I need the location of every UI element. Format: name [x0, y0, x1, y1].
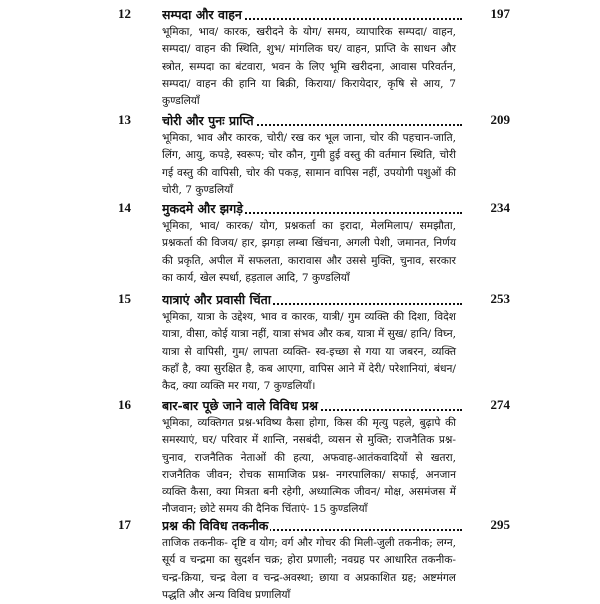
chapter-title-text: बार-बार पूछे जाने वाले विविध प्रश्न — [162, 398, 318, 413]
chapter-title-text: यात्राएं और प्रवासी चिंता — [162, 292, 272, 307]
chapter-title — [162, 517, 462, 534]
chapter-description: भूमिका, यात्रा के उद्देश्य, भाव व कारक, यात्री/ गुम व्यक्ति की दिशा, विदेश यात्रा, वीसा, कोई यात्रा नहीं, यात्रा संभव और कब, यात्रा में सुख/ हानि/ विघ्न, यात्रा से वापिसी, गुम/ लापता व्यक्ति- स्व-इच्छा से गया या जबरन, व्यक्ति कहाँ है, क्या सुरक्षित है, कब आएगा, वापिस आने में देरी/ परेशानियां, बंधन/ कैद, क्या व्यक्ति मर गया, 7 कुण्डलियाँ। — [162, 311, 456, 393]
chapter-description: भूमिका, व्यक्तिगत प्रश्न-भविष्य कैसा होगा, किस की मृत्यु पहले, बुढ़ापे की समस्याएं, घर/ परिवार में शान्ति, नसबंदी, व्यसन से मुक्ति; राजनैतिक प्रश्न- चुनाव, राजनैतिक नेताओं की हत्या, अफवाह-आतंकवादियों से खतरा, राजनैतिक जीवन; रोचक सामाजिक प्रश्न- नगरपालिका/ सफाई, अनजान व्यक्ति कैसा, क्या मित्रता बनी रहेगी, अध्यात्मिक जीवन/ मोक्ष, असमंजस में नौजवान; छोटे समय की दैनिक चिंताएं- 15 कुण्डलियाँ — [162, 417, 456, 516]
chapter-description: ताजिक तकनीक- दृष्टि व योग; वर्ग और गोचर की मिली-जुली तकनीक; लग्न, सूर्य व चन्द्रमा का सुदर्शन चक्र; होरा प्रणाली; नवग्रह पर आधारित तकनीक- चन्द्र-क्रिया, चन्द्र वेला व चन्द्र-अवस्था; छाया व अप्रकाशित ग्रह; अष्टमंगल पद्धति और अन्य विविध प्रणालियाँ — [162, 537, 456, 601]
chapter-title — [162, 291, 462, 308]
chapter-page-number: 234 — [490, 200, 510, 215]
chapter-description: भूमिका, भाव और कारक, चोरी/ रख कर भूल जाना, चोर की पहचान-जाति, लिंग, आयु, कपड़े, स्वरूप; चोर कौन, गुमी हुई वस्तु की वर्तमान स्थिति, चोरी गई वस्तु की वापिसी, चोर की पकड़, सामान वापिस नहीं, उपयोगी पशुओं की चोरी, 7 कुण्डलियाँ — [162, 132, 456, 196]
chapter-page-number: 209 — [490, 112, 510, 127]
chapter-number: 16 — [118, 397, 131, 412]
chapter-page-number: 295 — [490, 517, 510, 532]
chapter-title-text: मुकदमे और झगड़े — [162, 201, 243, 216]
chapter-page-number: 197 — [490, 6, 510, 21]
chapter-title-text: सम्पदा और वाहन — [162, 7, 242, 22]
chapter-title-text: प्रश्न की विविध तकनीक — [162, 518, 269, 533]
chapter-description: भूमिका, भाव/ कारक/ योग, प्रश्नकर्ता का इरादा, मेलमिलाप/ समझौता, प्रश्नकर्ता की विजय/ हार, झगड़ा लम्बा खिंचना, अगली पेशी, जमानत, निर्णय की प्रकृति, अपील में सफलता, कारावास और उससे मुक्ति, चुनाव, सरकार का कार्य, खेल स्पर्धा, हड़ताल आदि, 7 कुण्डलियाँ — [162, 220, 456, 284]
chapter-number: 13 — [118, 112, 131, 127]
chapter-number: 12 — [118, 6, 131, 21]
chapter-page-number: 274 — [490, 397, 510, 412]
chapter-title — [162, 6, 462, 23]
chapter-title-text: चोरी और पुनः प्राप्ति — [162, 113, 254, 128]
chapter-number: 17 — [118, 517, 131, 532]
chapter-number: 14 — [118, 200, 131, 215]
chapter-title — [162, 200, 462, 217]
chapter-title — [162, 112, 462, 129]
chapter-description: भूमिका, भाव/ कारक, खरीदने के योग/ समय, व्यापारिक सम्पदा/ वाहन, सम्पदा/ वाहन की स्थिति, शुभ/ मांगलिक घर/ वाहन, प्राप्ति के साधन और स्त्रोत, सम्पदा का बंटवारा, भवन के लिए भूमि खरीदना, आवास परिवर्तन, सम्पदा/ वाहन की हानि या बिक्री, किराया/ किरायेदार, कृषि से आय, 7 कुण्डलियाँ — [162, 26, 456, 108]
chapter-page-number: 253 — [490, 291, 510, 306]
chapter-number: 15 — [118, 291, 131, 306]
chapter-title — [162, 397, 462, 414]
